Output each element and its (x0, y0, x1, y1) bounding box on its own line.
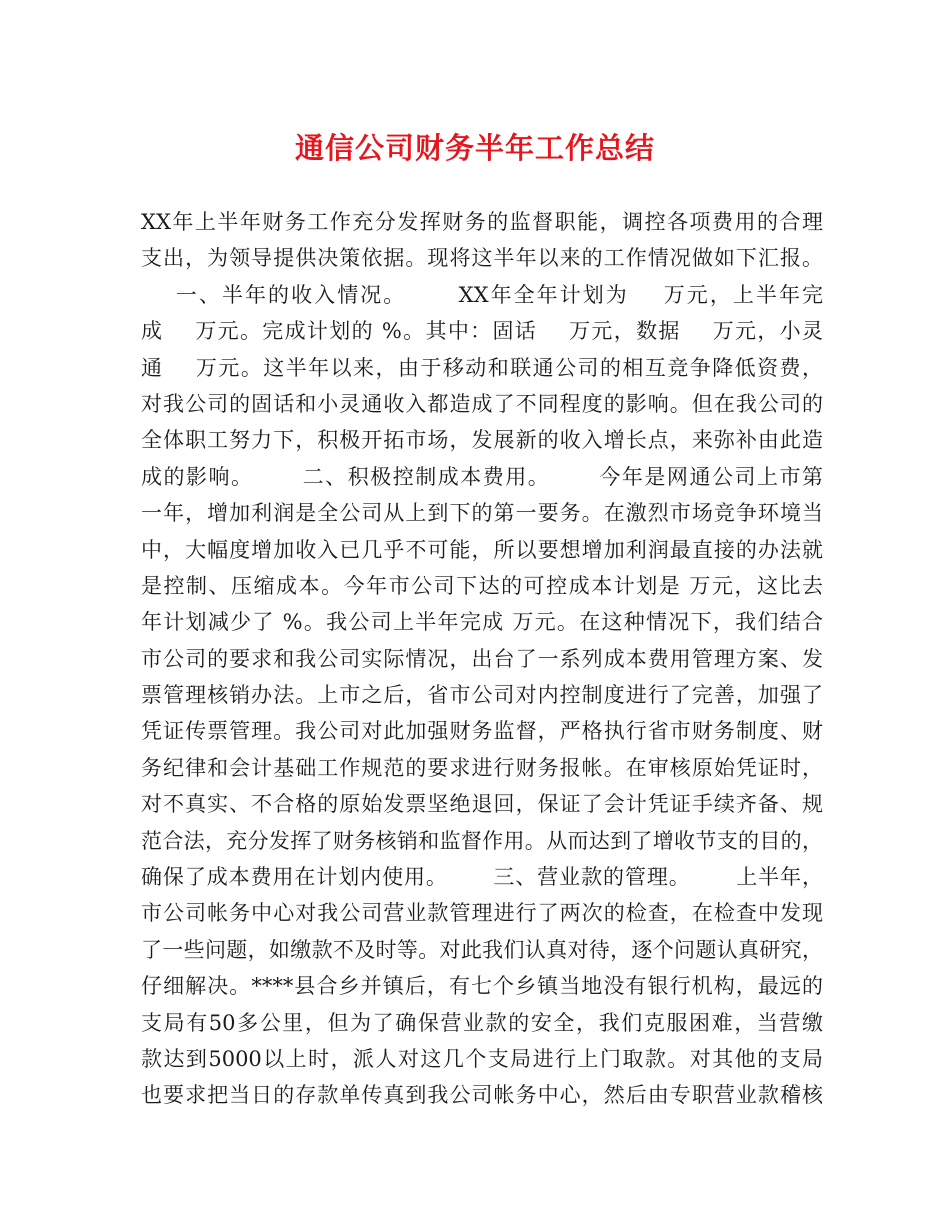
body-line: 对不真实、不合格的原始发票坚绝退回，保证了会计凭证手续齐备、规 (141, 792, 823, 817)
body-line: 支局有50多公里，但为了确保营业款的安全，我们克服困难，当营缴 (141, 1010, 823, 1035)
body-line: 一、半年的收入情况。 XX年全年计划为 万元，上半年完 (141, 282, 823, 307)
body-line: 确保了成本费用在计划内使用。 三、营业款的管理。 上半年， (141, 865, 823, 890)
body-line: 年计划减少了 %。我公司上半年完成 万元。在这种情况下，我们结合 (141, 610, 823, 635)
body-line: 凭证传票管理。我公司对此加强财务监督，严格执行省市财务制度、财 (141, 719, 823, 744)
body-line: 中，大幅度增加收入已几乎不可能，所以要想增加利润最直接的办法就 (141, 537, 823, 562)
body-line: 支出，为领导提供决策依据。现将这半年以来的工作情况做如下汇报。 (141, 246, 823, 271)
body-line: 仔细解决。****县合乡并镇后，有七个乡镇当地没有银行机构，最远的 (141, 974, 823, 999)
body-line: 通 万元。这半年以来，由于移动和联通公司的相互竞争降低资费， (141, 355, 823, 380)
body-line: 是控制、压缩成本。今年市公司下达的可控成本计划是 万元，这比去 (141, 573, 823, 598)
body-line: 成 万元。完成计划的 %。其中：固话 万元，数据 万元，小灵 (141, 319, 823, 344)
body-line: 务纪律和会计基础工作规范的要求进行财务报帐。在审核原始凭证时， (141, 755, 823, 780)
body-line: 全体职工努力下，积极开拓市场，发展新的收入增长点，来弥补由此造 (141, 428, 823, 453)
body-line: 范合法，充分发挥了财务核销和监督作用。从而达到了增收节支的目的， (141, 828, 823, 853)
body-line: 成的影响。 二、积极控制成本费用。 今年是网通公司上市第 (141, 464, 823, 489)
body-line: 市公司帐务中心对我公司营业款管理进行了两次的检查，在检查中发现 (141, 901, 823, 926)
body-line: 一年，增加利润是全公司从上到下的第一要务。在激烈市场竞争环境当 (141, 501, 823, 526)
body-line: 了一些问题，如缴款不及时等。对此我们认真对待，逐个问题认真研究， (141, 937, 823, 962)
body-line: 对我公司的固话和小灵通收入都造成了不同程度的影响。但在我公司的 (141, 391, 823, 416)
body-line: 票管理核销办法。上市之后，省市公司对内控制度进行了完善，加强了 (141, 683, 823, 708)
document-body (141, 204, 823, 1114)
body-line: 市公司的要求和我公司实际情况，出台了一系列成本费用管理方案、发 (141, 646, 823, 671)
body-line: 也要求把当日的存款单传真到我公司帐务中心，然后由专职营业款稽核 (141, 1083, 823, 1108)
body-line: XX年上半年财务工作充分发挥财务的监督职能，调控各项费用的合理 (141, 210, 823, 234)
body-line: 款达到5000以上时，派人对这几个支局进行上门取款。对其他的支局 (141, 1046, 823, 1071)
document-title: 通信公司财务半年工作总结 (294, 131, 655, 165)
